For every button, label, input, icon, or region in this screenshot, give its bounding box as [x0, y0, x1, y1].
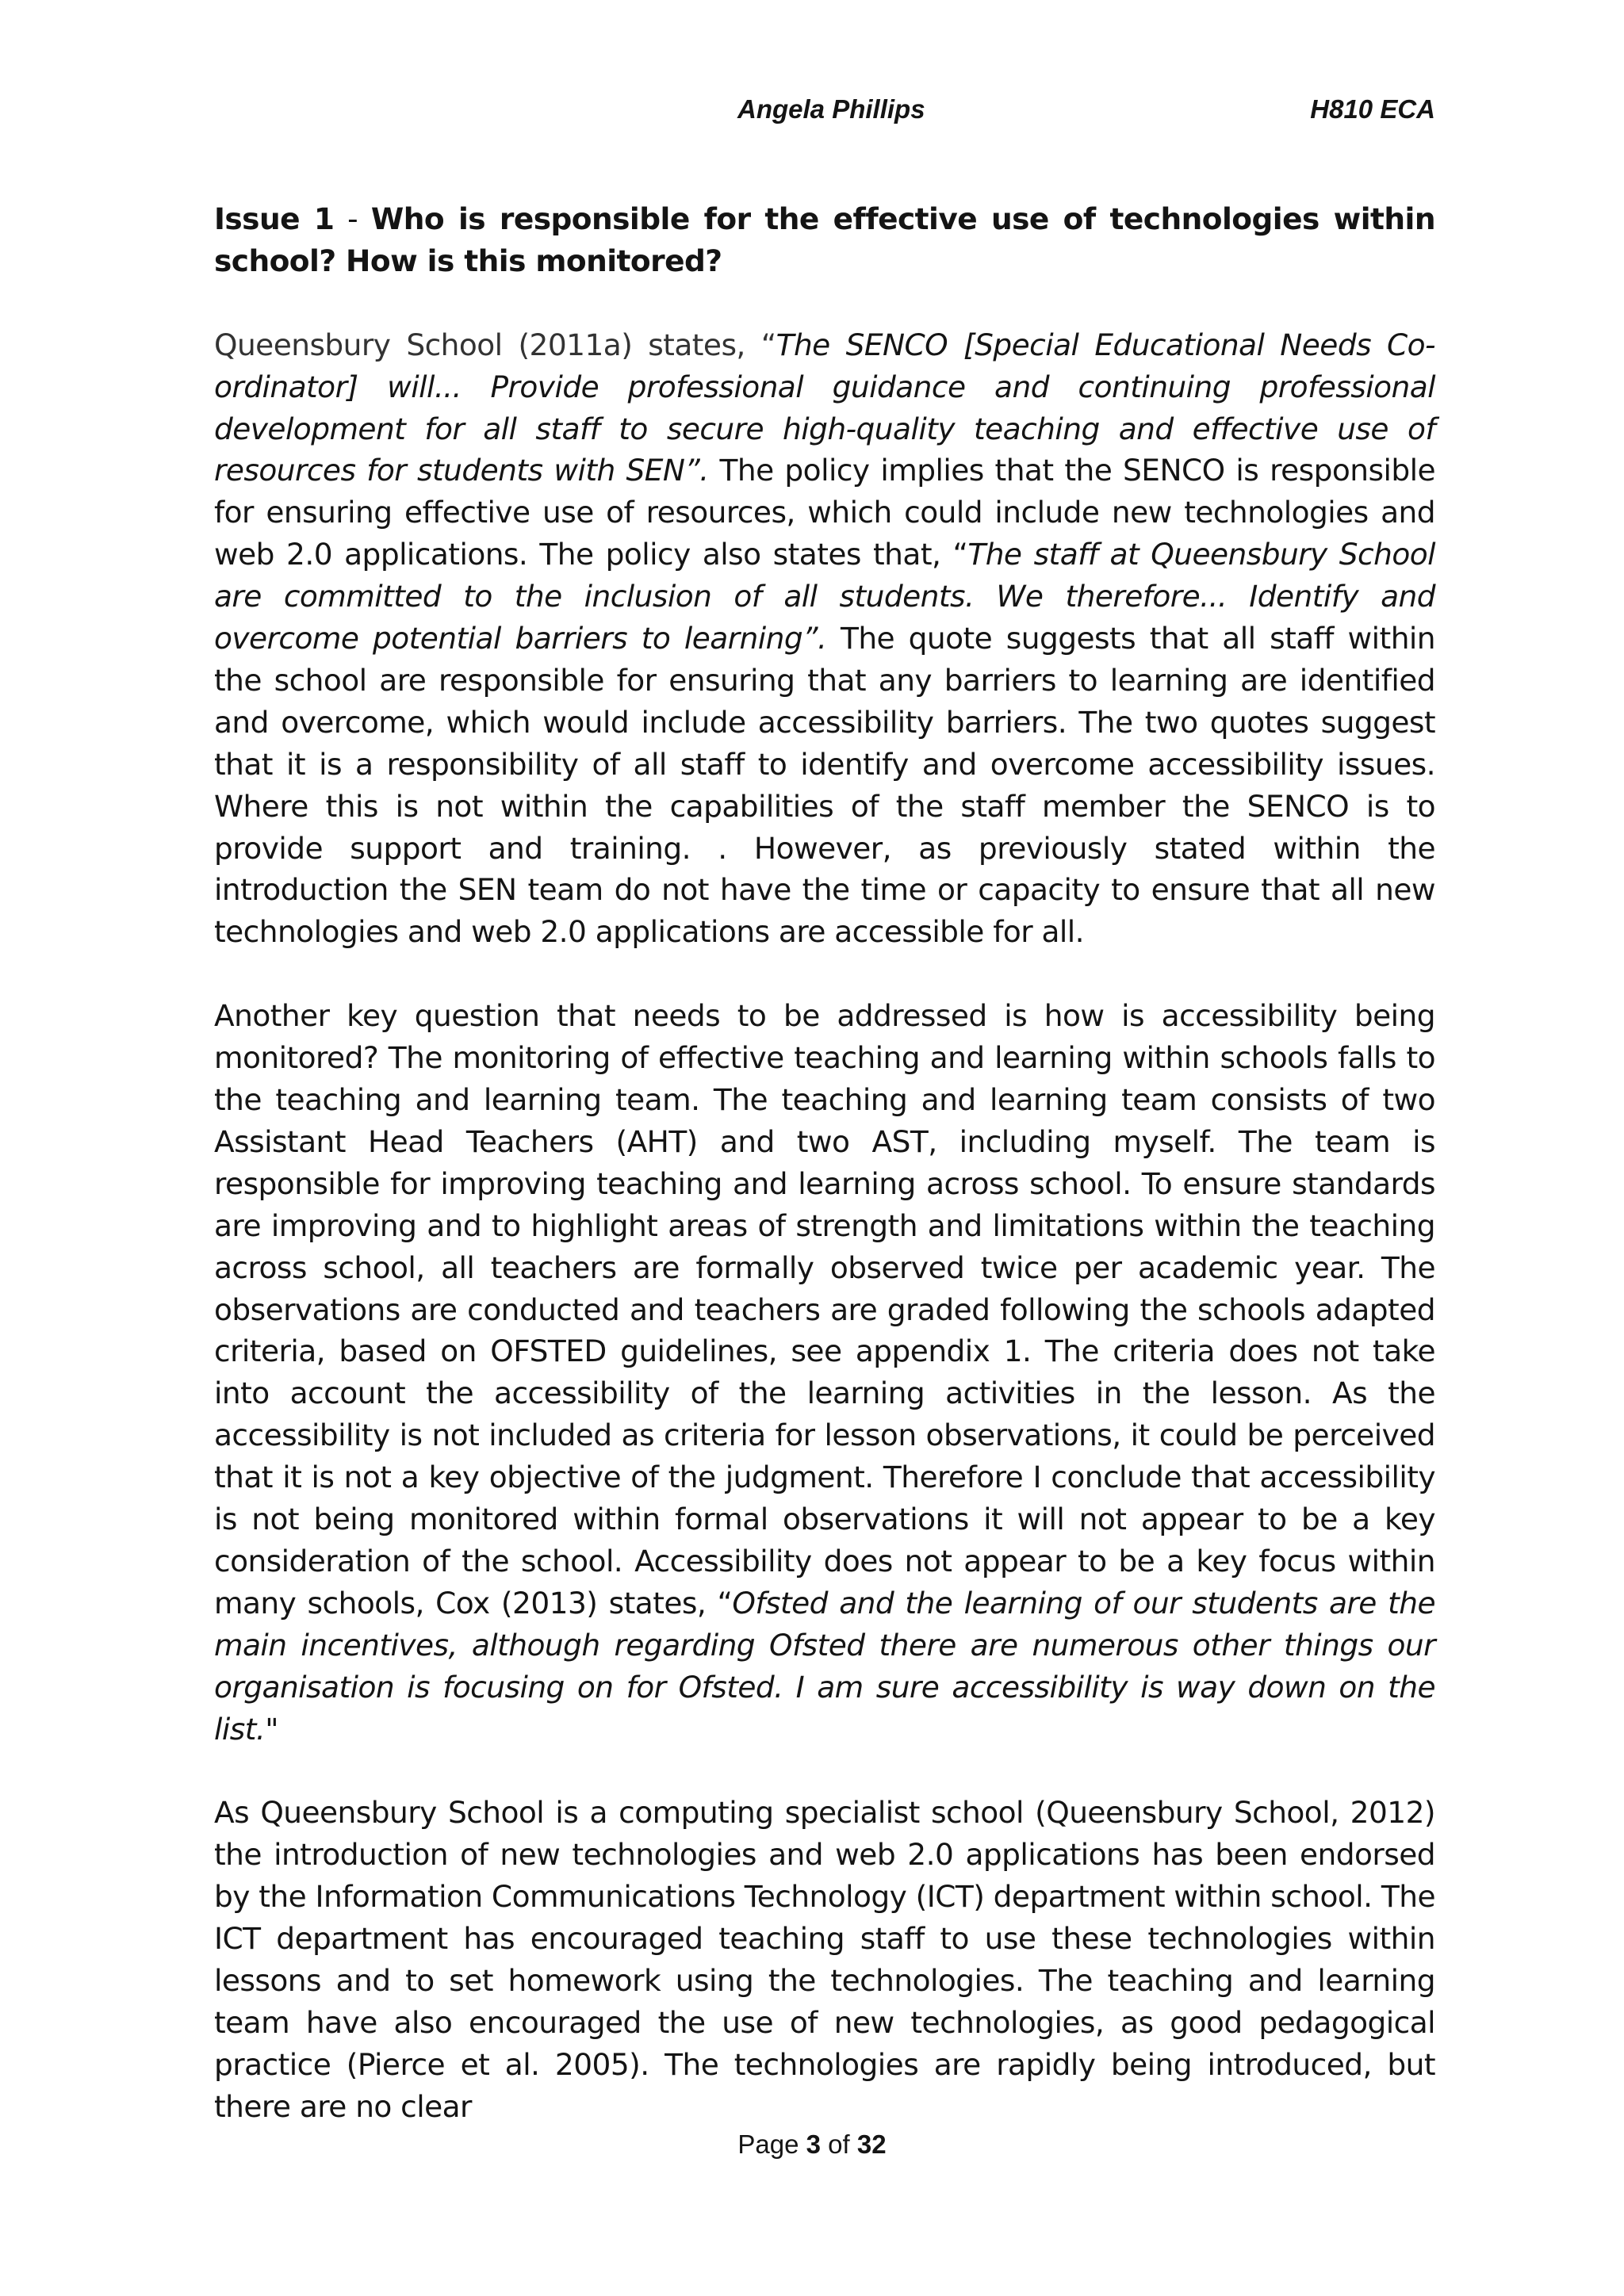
paragraph-ict-department	[214, 1792, 1435, 2127]
page-header	[214, 94, 1435, 134]
issue-label: Issue 1	[214, 201, 335, 236]
header-author: Angela Phillips	[737, 94, 925, 124]
issue-heading	[214, 198, 1435, 282]
header-course-code: H810 ECA	[1310, 94, 1435, 124]
para2-quote-1: Ofsted and the learning of our students are the main incentives, although regarding Ofsted there are numerous other things our organisation is focusing on for Ofsted. I am sure accessibility is way down on the list.	[214, 1585, 1435, 1747]
para1-text-3: The quote suggests that all staff within the school are responsible for ensuring that any barriers to learning are identified and overcome, which would include accessibility barriers. The two quotes suggest that it is a responsibility of all staff to identify and overcome accessibility issues. Where this is not within the capabilities of the staff member the SENCO is to provide support and training. . However, as previously stated within the introduction the SEN team do not have the time or capacity to ensure that all new technologies and web 2.0 applications are accessible for all.	[214, 621, 1435, 950]
issue-dash: -	[334, 201, 371, 236]
para2-text-1: Another key question that needs to be addressed is how is accessibility being monitored? The monitoring of effective teaching and learning within schools falls to the teaching and learning team. The teaching and learning team consists of two Assistant Head Teachers (AHT) and two AST, including myself. The team is responsible for improving teaching and learning across school. To ensure standards are improving and to highlight areas of strength and limitations within the teaching across school, all teachers are formally observed twice per academic year. The observations are conducted and teachers are graded following the schools adapted criteria, based on OFSTED guidelines, see appendix 1. The criteria does not take into account the accessibility of the learning activities in the lesson. As the accessibility is not included as criteria for lesson observations, it could be perceived that it is not a key objective of the judgment. Therefore I conclude that accessibility is not being monitored within formal observations it will not appear to be a key consideration of the school. Accessibility does not appear to be a key focus within many schools, Cox (2013) states, “	[214, 998, 1435, 1621]
footer-page-number: 3	[806, 2130, 821, 2159]
para3-text: As Queensbury School is a computing specialist school (Queensbury School, 2012) the introduction of new technologies and web 2.0 applications has been endorsed by the Information Communications Technology (ICT) department within school. The ICT department has encouraged teaching staff to use these technologies within lessons and to set homework using the technologies. The teaching and learning team have also encouraged the use of new technologies, as good pedagogical practice (Pierce et al. 2005). The technologies are rapidly being introduced, but there are no clear	[214, 1795, 1435, 2124]
page-footer	[0, 2130, 1624, 2160]
body-content	[214, 198, 1435, 2170]
para1-quote-2: The staff at Queensbury School are committed to the inclusion of all students. We therefore... Identify and overcome potential barriers to learning”.	[214, 537, 1435, 656]
paragraph-senco-policy	[214, 324, 1435, 954]
footer-total-pages: 32	[856, 2130, 887, 2159]
issue-question: Who is responsible for the effective use of technologies within school? How is this monitored?	[214, 201, 1435, 278]
para1-quote-1: The SENCO [Special Educational Needs Co-ordinator] will... Provide professional guidance and continuing professional development for all staff to secure high-quality teaching and effective use of resources for students with SEN”.	[214, 327, 1435, 488]
para1-text-1: Queensbury School (2011a) states, “	[214, 327, 776, 362]
paragraph-monitoring	[214, 995, 1435, 1750]
para2-text-2: "	[265, 1711, 278, 1747]
footer-page-word: Page	[737, 2130, 799, 2159]
para1-text-2: The policy implies that the SENCO is responsible for ensuring effective use of resources, which could include new technologies and web 2.0 applications. The policy also states that, “	[214, 453, 1435, 572]
footer-of-word: of	[828, 2130, 850, 2159]
